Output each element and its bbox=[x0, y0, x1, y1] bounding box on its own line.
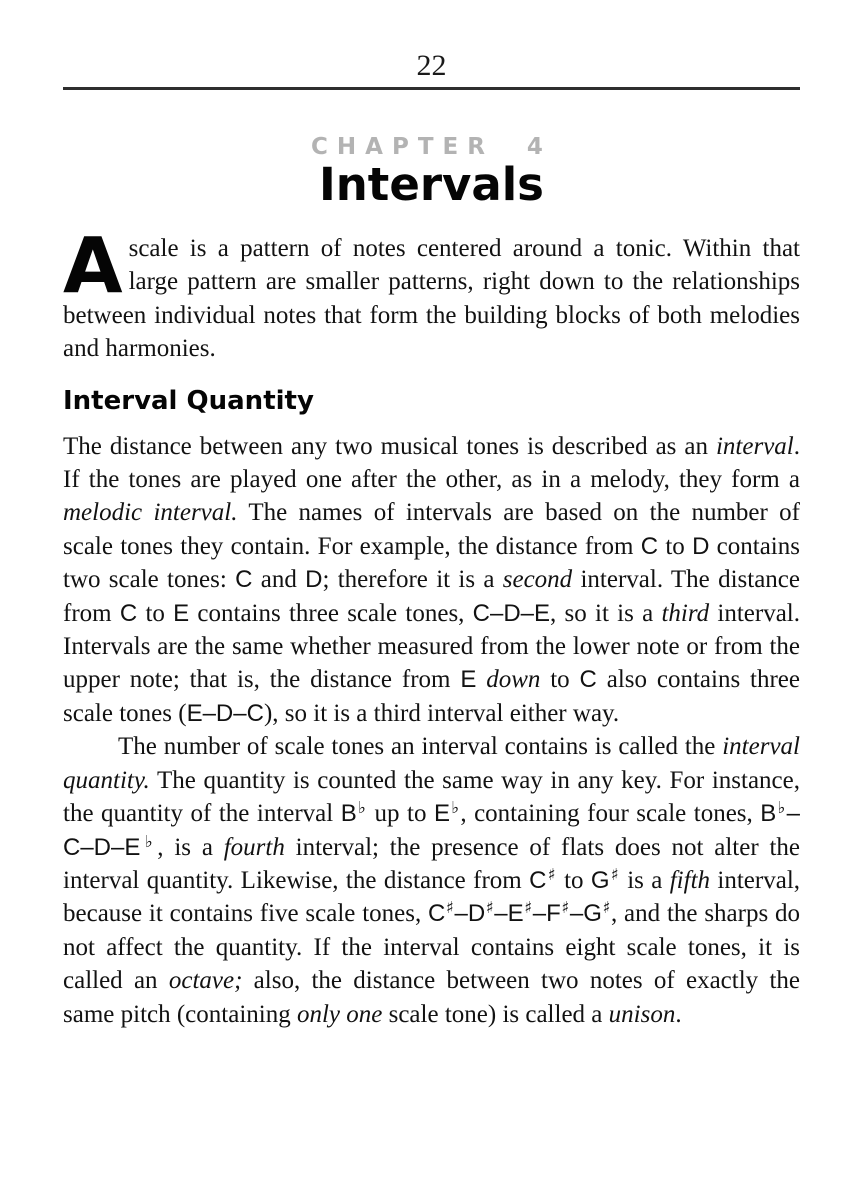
chapter-title: Intervals bbox=[319, 158, 544, 211]
page-number: 22 bbox=[416, 49, 447, 82]
header-rule bbox=[63, 87, 800, 90]
section-heading: Interval Quantity bbox=[63, 385, 314, 416]
body-paragraph-1: The distance between any two musical tones is described as an interval. If the tones are played one after the other, as in a melody, they form a melodic interval. The names of intervals are based on the number of scale tones they contain. For example, the distance from C to D contains two scale tones: C and D; therefore it is a second interval. The distance from C to E contains three scale tones, C–D–E, so it is a third interval. Intervals are the same whether measured from the lower note or from the upper note; that is, the distance from E down to C also contains three scale tones (E–D–C), so it is a third interval either way. bbox=[63, 432, 800, 727]
chapter-head bbox=[63, 134, 800, 211]
page-header bbox=[63, 48, 800, 90]
body-paragraph-2: The number of scale tones an interval contains is called the interval quantity. The quantity is counted the same way in any key. For instance, the quantity of the interval B♭ up to E♭, containing four scale tones, B♭–C–D–E♭, is a fourth interval; the presence of flats does not alter the interval quantity. Likewise, the distance from C♯ to G♯ is a fifth interval, because it contains five scale tones, C♯–D♯–E♯–F♯–G♯, and the sharps do not affect the quantity. If the interval contains eight scale tones, it is called an octave; also, the distance between two notes of exactly the same pitch (containing only one scale tone) is called a unison. bbox=[63, 733, 801, 1028]
chapter-eyebrow: CHAPTER 4 bbox=[311, 134, 552, 160]
intro-paragraph bbox=[63, 222, 800, 366]
drop-cap: A bbox=[63, 222, 123, 311]
intro-text: scale is a pattern of notes centered around a tonic. Within that large pattern are smaller patterns, right down to the relationships between individual notes that form the building blocks of both melodies and harmonies. bbox=[63, 235, 800, 363]
